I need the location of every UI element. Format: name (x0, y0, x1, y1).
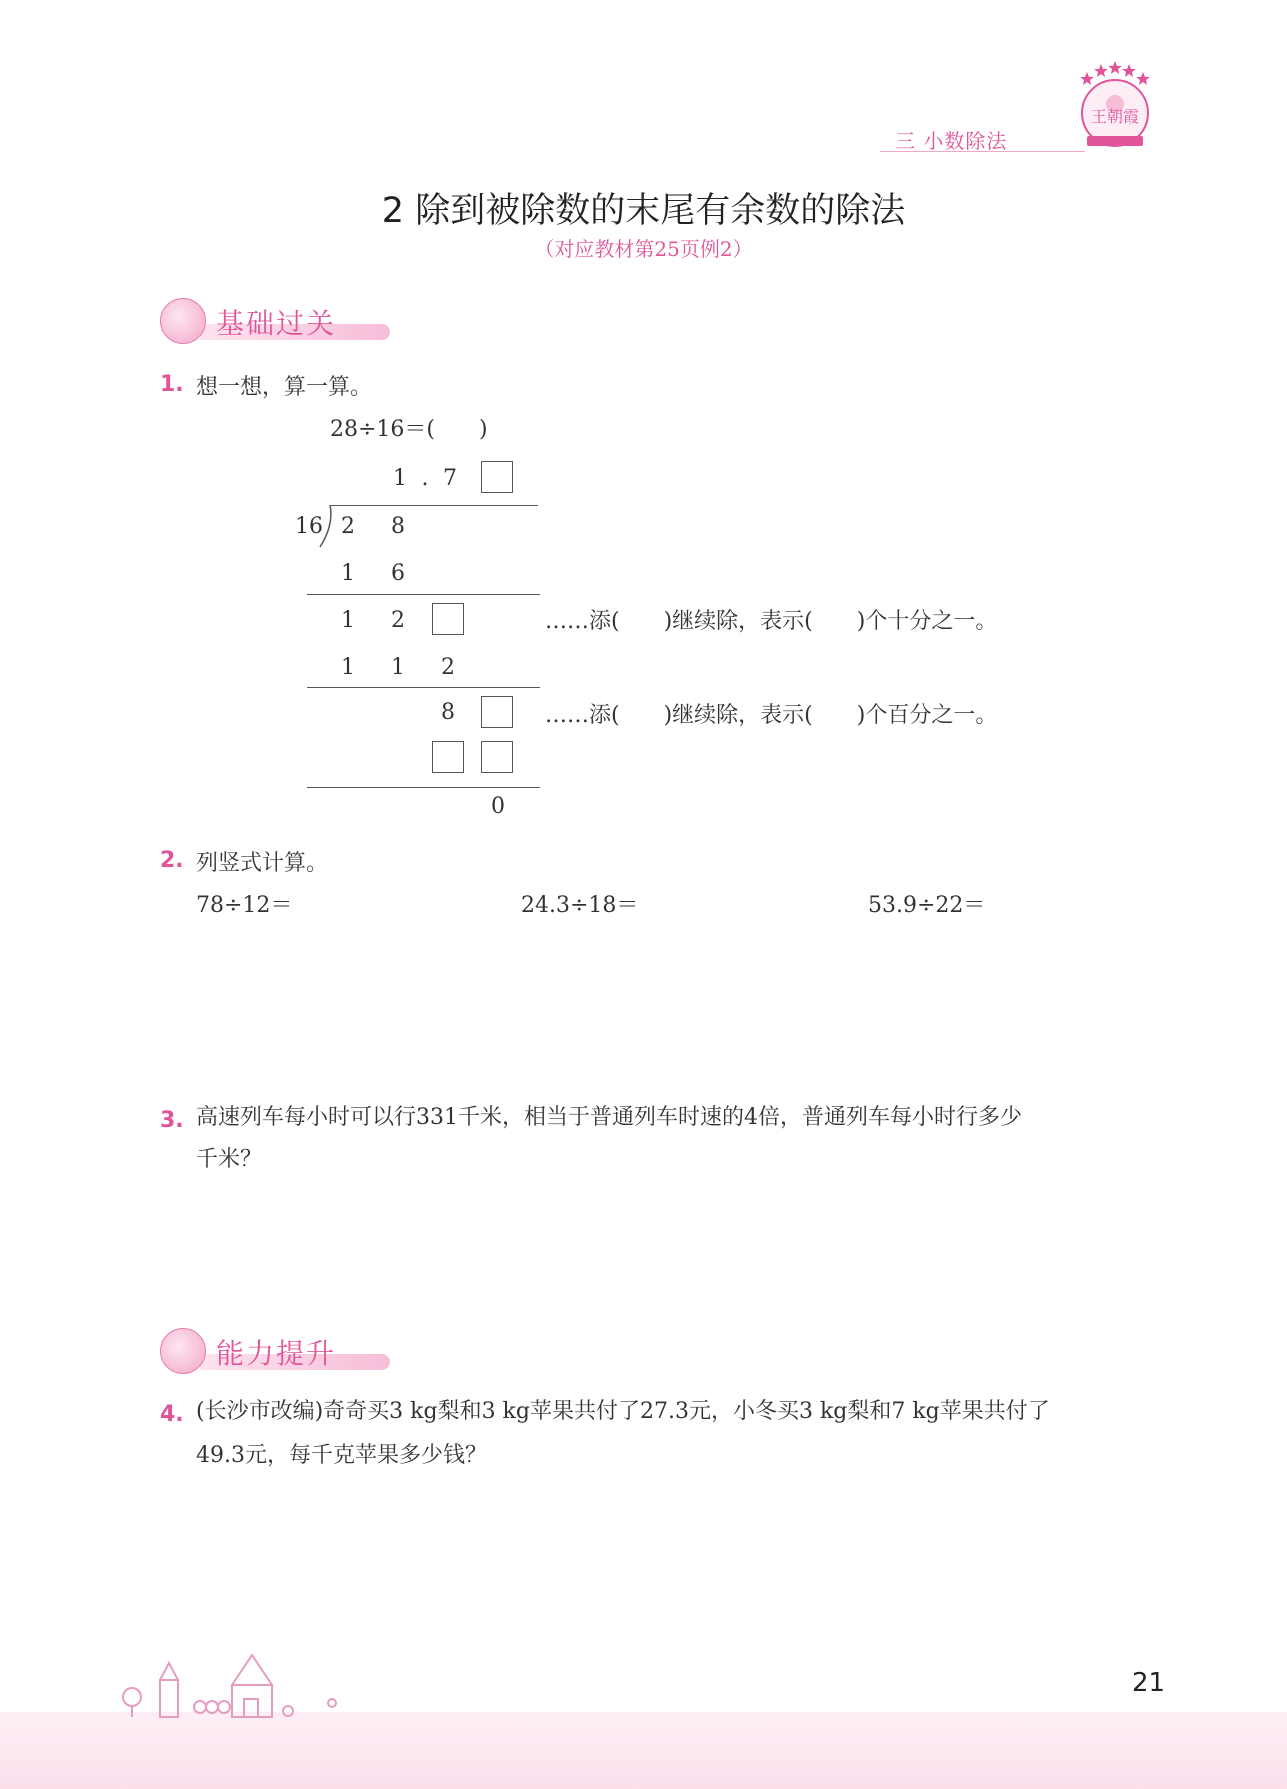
problem-1: 78÷12＝ (196, 893, 293, 918)
mascot-icon (160, 1328, 206, 1374)
question-text: 列竖式计算。 (196, 851, 329, 876)
quotient-digit: 1 (393, 466, 407, 491)
step-digit: 1 (341, 561, 355, 586)
dividend-digit: 8 (391, 514, 405, 539)
note-tenths: ……添( )继续除，表示( )个十分之一。 (545, 609, 998, 634)
answer-box[interactable] (481, 741, 513, 773)
problem-3: 53.9÷22＝ (868, 893, 986, 918)
chapter-underline (880, 151, 1085, 152)
chapter-label: 三 小数除法 (895, 129, 1008, 153)
answer-box[interactable] (432, 741, 464, 773)
divisor: 16 (295, 514, 323, 539)
page-subtitle: （对应教材第25页例2） (534, 237, 753, 261)
section-title: 基础过关 (216, 307, 337, 340)
castle-decoration-icon (120, 1645, 400, 1720)
division-bar (330, 505, 538, 506)
question-text-cont: 千米？ (196, 1147, 263, 1172)
question-text-cont: 49.3元，每千克苹果多少钱？ (196, 1443, 487, 1468)
answer-box[interactable] (432, 603, 464, 635)
step-digit: 8 (441, 700, 455, 725)
step-digit: 6 (391, 561, 405, 586)
equation: 28÷16＝( ) (330, 417, 488, 442)
step-digit: 2 (441, 655, 455, 680)
step-digit: 1 (391, 655, 405, 680)
page-title: 2 除到被除数的末尾有余数的除法 (381, 191, 906, 231)
question-text: (长沙市改编)奇奇买3 kg梨和3 kg苹果共付了27.3元，小冬买3 kg梨和7 kg苹果共付了 (196, 1399, 1050, 1424)
footer-band (0, 1712, 1287, 1789)
svg-text:王朝霞: 王朝霞 (1090, 107, 1140, 126)
step-digit: 2 (391, 608, 405, 633)
remainder: 0 (491, 794, 505, 819)
globe-icon (160, 298, 206, 344)
problem-2: 24.3÷18＝ (521, 893, 639, 918)
step-line (307, 687, 540, 688)
note-hundredths: ……添( )继续除，表示( )个百分之一。 (545, 703, 998, 728)
step-digit: 1 (341, 608, 355, 633)
step-digit: 1 (341, 655, 355, 680)
dividend-digit: 2 (341, 514, 355, 539)
question-text: 想一想，算一算。 (196, 375, 373, 400)
page-number: 21 (1132, 1668, 1166, 1698)
question-number: 3. (160, 1108, 184, 1133)
step-line (307, 787, 540, 788)
answer-box[interactable] (481, 461, 513, 493)
section-title: 能力提升 (216, 1337, 337, 1370)
step-line (307, 594, 540, 595)
quotient-point: . (421, 466, 429, 491)
question-number: 2. (160, 848, 184, 873)
answer-box[interactable] (481, 696, 513, 728)
quotient-digit: 7 (443, 466, 457, 491)
question-number: 4. (160, 1402, 184, 1427)
question-number: 1. (160, 372, 184, 397)
brand-logo (1075, 58, 1155, 158)
question-text: 高速列车每小时可以行331千米，相当于普通列车时速的4倍，普通列车每小时行多少 (196, 1105, 1022, 1130)
